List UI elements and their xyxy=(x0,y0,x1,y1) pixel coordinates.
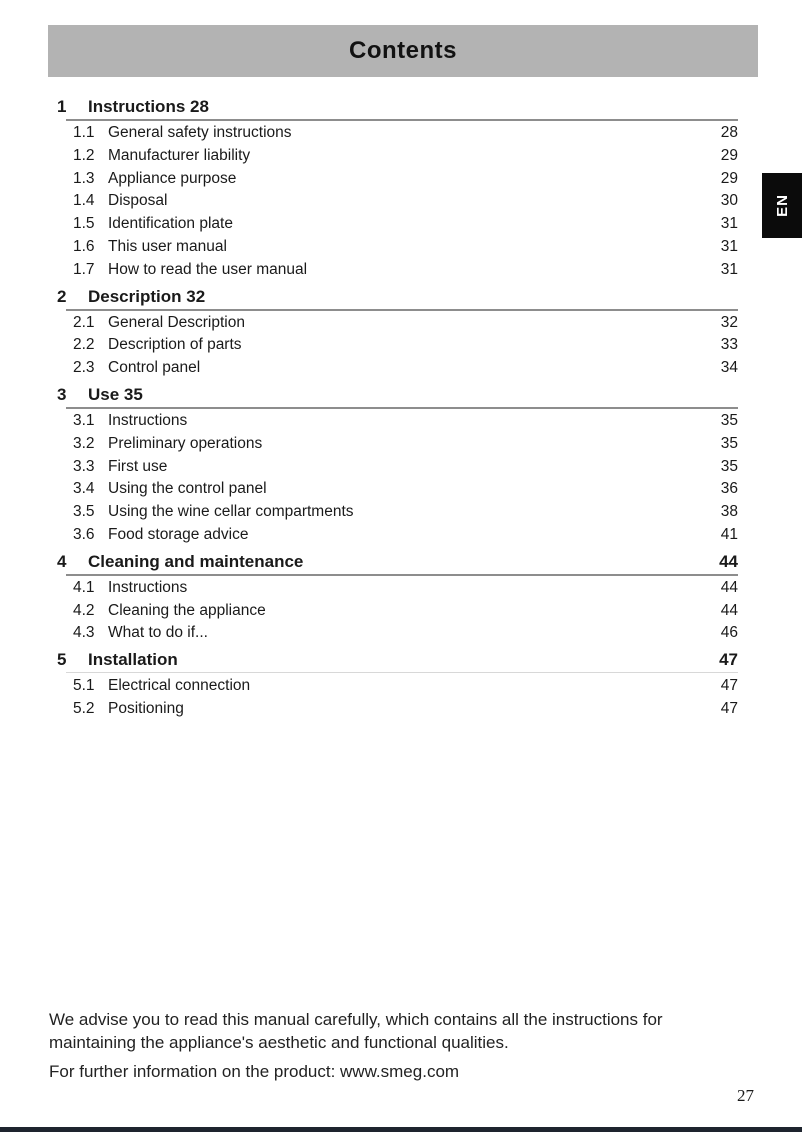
toc-entry xyxy=(57,312,738,335)
toc-entry-number: 1.7 xyxy=(73,260,95,278)
table-of-contents xyxy=(57,92,738,721)
toc-entry-number: 3.3 xyxy=(73,457,95,475)
toc-section xyxy=(57,550,738,645)
toc-entry-number: 4.3 xyxy=(73,624,95,642)
toc-entry-page: 44 xyxy=(720,578,738,596)
toc-entry-number: 3.6 xyxy=(73,525,95,543)
toc-entry-label: Using the wine cellar compartments xyxy=(108,503,354,521)
toc-section-title: Installation xyxy=(88,650,178,670)
toc-entry-number: 3.1 xyxy=(73,411,95,429)
toc-entry-page: 28 xyxy=(720,124,738,141)
footer-note-line-3: For further information on the product: www.smeg.com xyxy=(49,1062,460,1081)
toc-section-number: 4 xyxy=(57,551,67,571)
toc-section-number: 1 xyxy=(57,97,67,116)
toc-section-title: Description 32 xyxy=(88,286,206,306)
toc-section-page: 44 xyxy=(719,551,738,571)
toc-entry-page: 47 xyxy=(720,677,738,695)
toc-entry-label: What to do if... xyxy=(108,624,208,642)
toc-entry xyxy=(57,675,738,698)
toc-entry-number: 1.1 xyxy=(73,124,95,141)
toc-section-rule xyxy=(66,672,738,673)
toc-section-title: Instructions 28 xyxy=(88,97,209,116)
toc-section-items xyxy=(57,675,738,721)
toc-entry-page: 31 xyxy=(720,215,738,233)
toc-section-number: 3 xyxy=(57,384,67,404)
toc-entry-number: 1.3 xyxy=(73,169,95,187)
toc-entry-label: Identification plate xyxy=(108,215,233,233)
toc-entry-label: This user manual xyxy=(108,237,227,255)
toc-section-title: Use 35 xyxy=(88,384,143,404)
toc-section-heading xyxy=(57,383,738,407)
toc-entry xyxy=(57,433,738,456)
toc-entry xyxy=(57,334,738,357)
toc-entry xyxy=(57,524,738,547)
toc-entry-number: 3.4 xyxy=(73,480,95,498)
toc-entry-number: 1.2 xyxy=(73,146,95,164)
toc-entry-page: 36 xyxy=(720,480,738,498)
toc-entry-label: Cleaning the appliance xyxy=(108,601,266,619)
toc-entry-label: How to read the user manual xyxy=(108,260,308,278)
toc-entry-page: 34 xyxy=(720,359,738,377)
toc-entry xyxy=(57,501,738,524)
toc-entry-page: 31 xyxy=(720,260,738,278)
toc-entry xyxy=(57,600,738,623)
toc-section xyxy=(57,285,738,380)
toc-entry-number: 2.3 xyxy=(73,359,95,377)
toc-entry-number: 3.5 xyxy=(73,503,95,521)
toc-entry-page: 38 xyxy=(720,503,738,521)
toc-entry-label: First use xyxy=(108,457,168,475)
toc-entry-label: Instructions xyxy=(108,411,188,429)
toc-entry xyxy=(57,456,738,479)
toc-entry-label: General Description xyxy=(108,313,245,331)
toc-section-rule xyxy=(66,309,738,311)
toc-entry-label: Food storage advice xyxy=(108,525,249,543)
toc-entry-label: Disposal xyxy=(108,192,168,210)
toc-entry-number: 3.2 xyxy=(73,434,95,452)
toc-section-items xyxy=(57,577,738,645)
toc-entry-label: Positioning xyxy=(108,699,184,717)
toc-entry-label: Control panel xyxy=(108,359,201,377)
page-number: 27 xyxy=(737,1086,754,1105)
footer-note-line-2: maintaining the appliance's aesthetic and functional qualities. xyxy=(49,1033,509,1052)
toc-section-items xyxy=(57,122,738,282)
toc-section-number: 2 xyxy=(57,286,67,306)
toc-section-rule xyxy=(66,119,738,121)
toc-entry-page: 46 xyxy=(720,624,738,642)
toc-entry xyxy=(57,145,738,168)
toc-section-heading xyxy=(57,285,738,309)
toc-entry-label: Preliminary operations xyxy=(108,434,263,452)
language-tab xyxy=(762,173,802,238)
toc-entry xyxy=(57,168,738,191)
toc-entry-page: 47 xyxy=(720,699,738,717)
toc-entry xyxy=(57,259,738,282)
toc-entry xyxy=(57,577,738,600)
toc-entry-page: 35 xyxy=(720,411,738,429)
toc-entry-number: 2.1 xyxy=(73,313,95,331)
toc-entry-label: Using the control panel xyxy=(108,480,267,498)
toc-entry-number: 1.4 xyxy=(73,192,95,210)
toc-entry xyxy=(57,236,738,259)
toc-entry-page: 29 xyxy=(720,169,738,187)
toc-section-items xyxy=(57,312,738,380)
toc-entry-label: Description of parts xyxy=(108,336,242,354)
toc-entry-label: Appliance purpose xyxy=(108,169,237,187)
toc-entry-page: 33 xyxy=(720,336,738,354)
toc-entry xyxy=(57,698,738,721)
toc-section-rule xyxy=(66,574,738,576)
toc-entry-number: 1.6 xyxy=(73,237,95,255)
toc-entry-page: 41 xyxy=(720,525,738,543)
toc-entry-label: Electrical connection xyxy=(108,677,251,695)
bottom-bar xyxy=(0,1127,802,1132)
toc-section xyxy=(57,383,738,547)
toc-section-page: 47 xyxy=(719,650,738,670)
toc-section-number: 5 xyxy=(57,650,67,670)
toc-section-heading xyxy=(57,95,738,119)
toc-entry-page: 31 xyxy=(720,237,738,255)
toc-section-heading xyxy=(57,648,738,672)
toc-entry-page: 35 xyxy=(720,457,738,475)
toc-entry-page: 29 xyxy=(720,146,738,164)
toc-entry-number: 2.2 xyxy=(73,336,95,354)
toc-entry-number: 5.2 xyxy=(73,699,95,717)
toc-entry-page: 32 xyxy=(720,313,738,331)
toc-section xyxy=(57,648,738,721)
toc-section-title: Cleaning and maintenance xyxy=(88,551,304,571)
toc-entry-label: Manufacturer liability xyxy=(108,146,251,164)
toc-entry xyxy=(57,213,738,236)
toc-entry-label: Instructions xyxy=(108,578,188,596)
toc-section-rule xyxy=(66,407,738,409)
toc-entry xyxy=(57,622,738,645)
page-title: Contents xyxy=(349,37,457,64)
toc-entry-page: 35 xyxy=(720,434,738,452)
footer-note xyxy=(49,1008,749,1083)
language-tab-label: EN xyxy=(773,194,791,217)
toc-entry xyxy=(57,357,738,380)
toc-entry-page: 30 xyxy=(720,192,738,210)
toc-entry-label: General safety instructions xyxy=(108,124,292,141)
toc-section-heading xyxy=(57,550,738,574)
toc-entry-number: 4.2 xyxy=(73,601,95,619)
footer-note-line-1: We advise you to read this manual carefully, which contains all the instructions for xyxy=(49,1010,663,1029)
toc-entry-number: 1.5 xyxy=(73,215,95,233)
toc-section xyxy=(57,95,738,282)
toc-entry-number: 4.1 xyxy=(73,578,95,596)
contents-header-bar xyxy=(48,25,758,77)
toc-entry xyxy=(57,410,738,433)
toc-entry xyxy=(57,478,738,501)
toc-entry xyxy=(57,122,738,145)
toc-section-items xyxy=(57,410,738,547)
toc-entry xyxy=(57,190,738,213)
toc-entry-page: 44 xyxy=(720,601,738,619)
toc-entry-number: 5.1 xyxy=(73,677,95,695)
